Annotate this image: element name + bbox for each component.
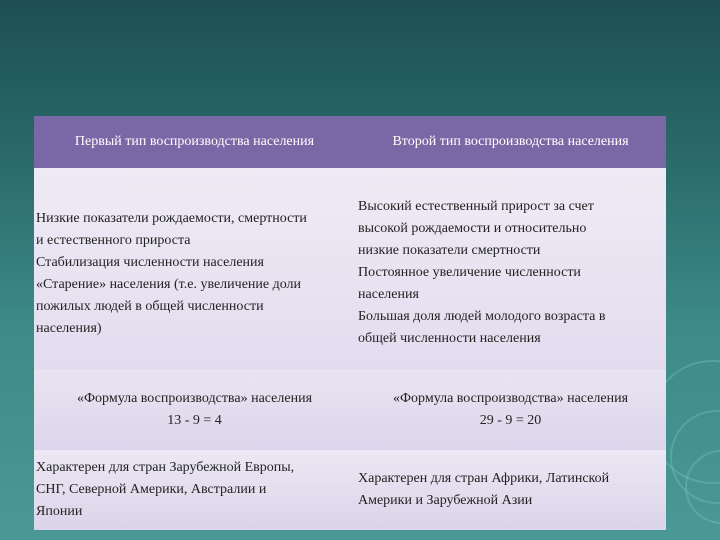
text-line: высокой рождаемости и относительно (358, 221, 587, 236)
text-line: Характерен для стран Африки, Латинской (358, 471, 610, 486)
first-type-characteristics (34, 168, 355, 370)
formula-label: «Формула воспроизводства» населения (392, 391, 629, 406)
text-line: Высокий естественный прирост за счет (358, 199, 594, 214)
text-line: Постоянное увеличение численности (358, 265, 581, 280)
text-line: Характерен для стран Зарубежной Европы, (36, 460, 295, 475)
text-line: Большая доля людей молодого возраста в (358, 309, 606, 324)
table-row-formula (34, 370, 666, 450)
formula-value: 29 - 9 = 20 (479, 413, 542, 428)
text-line: СНГ, Северной Америки, Австралии и (36, 482, 267, 497)
text-line: общей численности населения (358, 331, 541, 346)
text-line: «Старение» населения (т.е. увеличение доли (36, 277, 302, 292)
table-row-regions (34, 450, 666, 530)
second-type-characteristics (355, 168, 666, 370)
text-line: населения) (36, 321, 102, 336)
formula-value: 13 - 9 = 4 (167, 413, 222, 428)
header-first-type: Первый тип воспроизводства населения (74, 134, 315, 149)
first-type-regions (34, 450, 355, 530)
text-line: Низкие показатели рождаемости, смертности (36, 211, 307, 226)
formula-label: «Формула воспроизводства» населения (76, 391, 313, 406)
text-line: населения (358, 287, 419, 302)
text-line: и естественного прироста (36, 233, 191, 248)
reproduction-types-table (34, 116, 666, 530)
text-line: низкие показатели смертности (358, 243, 541, 258)
table-row-characteristics (34, 168, 666, 370)
second-type-formula (355, 370, 666, 450)
text-line: Америки и Зарубежной Азии (358, 493, 533, 508)
text-line: Японии (36, 504, 83, 519)
table-header-row (34, 116, 666, 168)
text-line: Стабилизация численности населения (36, 255, 264, 270)
second-type-regions (355, 450, 666, 530)
text-line: пожилых людей в общей численности (36, 299, 264, 314)
first-type-formula (34, 370, 355, 450)
header-second-type: Второй тип воспроизводства населения (392, 134, 629, 149)
